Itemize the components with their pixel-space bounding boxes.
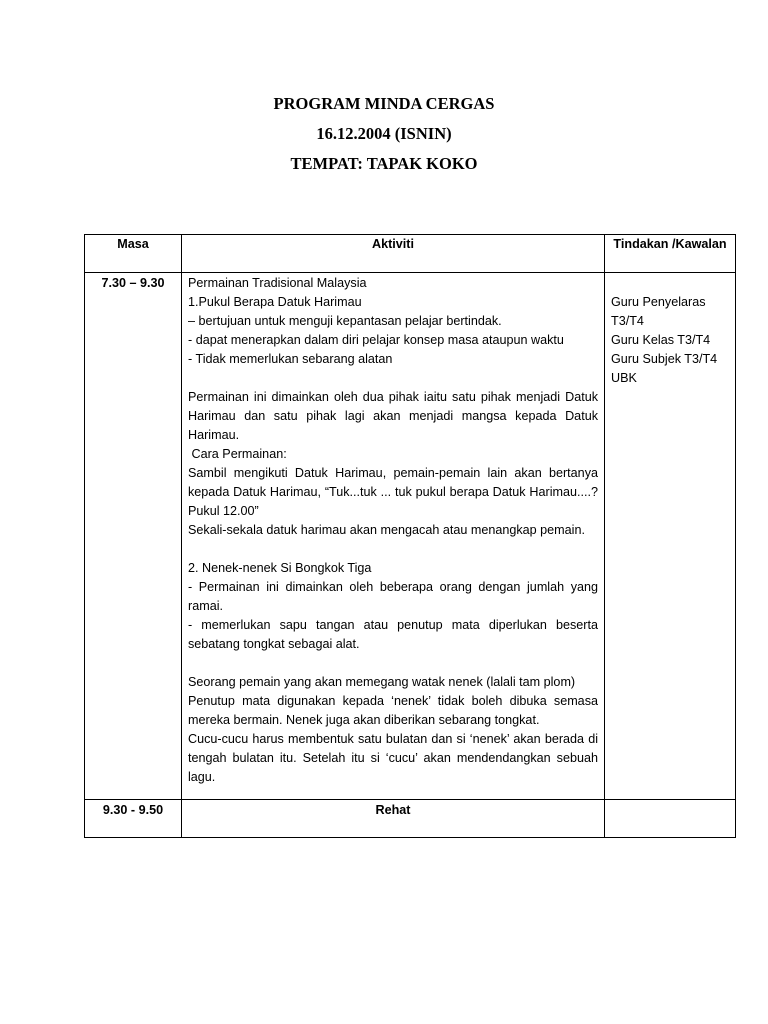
activity-line: 2. Nenek-nenek Si Bongkok Tiga [188,561,372,575]
header-masa: Masa [85,235,182,273]
tindakan-line: Guru Kelas T3/T4 [611,333,711,347]
row1-aktiviti [182,273,605,800]
row2-tindakan [605,800,736,838]
activity-line: Penutup mata digunakan kepada ‘nenek’ tidak boleh dibuka semasa mereka bermain. Nenek juga akan diberikan sebarang tongkat. [188,694,598,727]
tindakan-line: Guru Subjek T3/T4 [611,352,718,366]
activity-line: - Permainan ini dimainkan oleh beberapa orang dengan jumlah yang ramai. [188,580,598,613]
tindakan-line: Guru Penyelaras T3/T4 [611,295,706,328]
program-date: 16.12.2004 (ISNIN) [316,124,452,143]
spacer [188,540,598,559]
program-title: PROGRAM MINDA CERGAS [273,94,495,113]
table-header-row [85,235,736,273]
spacer [188,654,598,673]
tindakan-line: UBK [611,371,637,385]
document-header [0,92,768,182]
program-venue: TEMPAT: TAPAK KOKO [290,154,478,173]
schedule-table [84,234,736,838]
row2-aktiviti: Rehat [182,800,605,838]
row2-masa: 9.30 - 9.50 [85,800,182,838]
table-row [85,273,736,800]
header-tindakan: Tindakan /Kawalan [605,235,736,273]
activity-line: Permainan ini dimainkan oleh dua pihak iaitu satu pihak menjadi Datuk Harimau dan satu pihak lagi akan menjadi mangsa kepada Datuk Harimau. [188,390,598,442]
header-aktiviti: Aktiviti [182,235,605,273]
activity-line: Permainan Tradisional Malaysia [188,276,367,290]
activity-line: Cara Permainan: [188,447,287,461]
spacer [188,369,598,388]
activity-line: - dapat menerapkan dalam diri pelajar konsep masa ataupun waktu [188,333,564,347]
activity-line: Sekali-sekala datuk harimau akan mengacah atau menangkap pemain. [188,523,585,537]
row1-tindakan [605,273,736,800]
activity-line: Sambil mengikuti Datuk Harimau, pemain-pemain lain akan bertanya kepada Datuk Harimau, “Tuk...tuk ... tuk pukul berapa Datuk Harimau....? Pukul 12.00” [188,466,598,518]
row1-masa: 7.30 – 9.30 [85,273,182,800]
activity-line: Seorang pemain yang akan memegang watak nenek (lalali tam plom) [188,675,576,689]
activity-line: Cucu-cucu harus membentuk satu bulatan dan si ‘nenek’ akan berada di tengah bulatan itu. Setelah itu si ‘cucu’ akan mendendangkan sebuah lagu. [188,732,598,784]
activity-line: 1.Pukul Berapa Datuk Harimau [188,295,362,309]
table-row [85,800,736,838]
activity-line: – bertujuan untuk menguji kepantasan pelajar bertindak. [188,314,502,328]
activity-line: - memerlukan sapu tangan atau penutup mata diperlukan beserta sebatang tongkat sebagai alat. [188,618,598,651]
activity-line: - Tidak memerlukan sebarang alatan [188,352,393,366]
